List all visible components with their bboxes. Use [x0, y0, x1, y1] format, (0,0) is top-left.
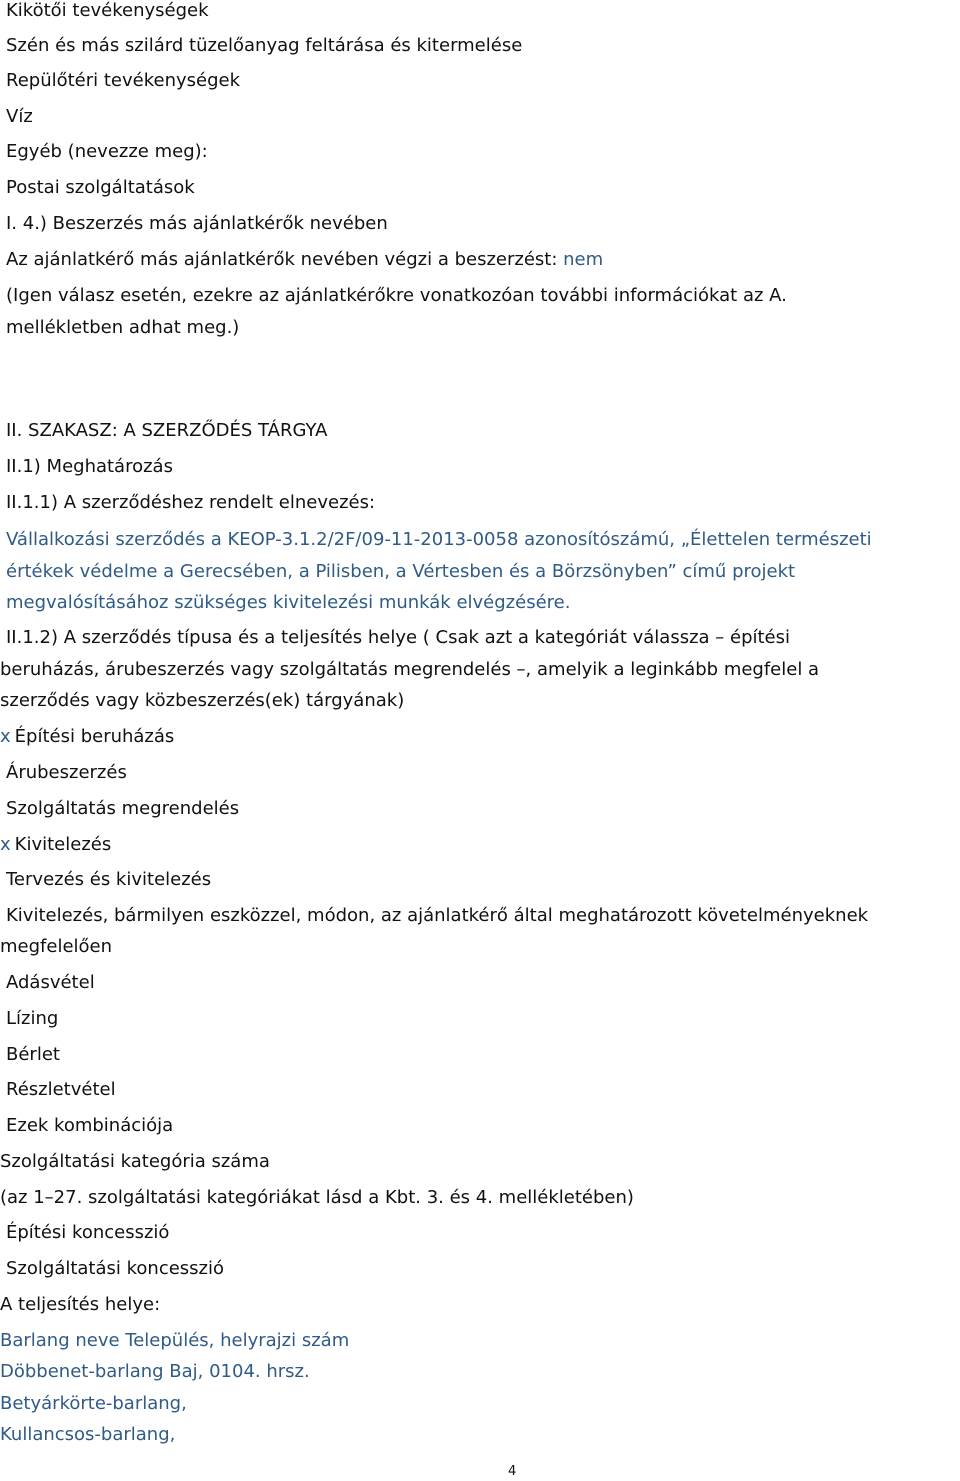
label-ii11: II.1.1) A szerződéshez rendelt elnevezés: — [6, 492, 376, 513]
page-number: 4 — [508, 1464, 517, 1479]
contract-name-line-1: Vállalkozási szerződés a KEOP-3.1.2/2F/09-11-2013-0058 azonosítószámú, „Élettelen természeti — [6, 529, 872, 550]
option-kombinacio: Ezek kombinációja — [6, 1115, 174, 1136]
selected-mark: x — [0, 834, 11, 855]
place-row-1: Döbbenet-barlang Baj, 0104. hrsz. — [0, 1361, 310, 1382]
type-line-1: II.1.2) A szerződés típusa és a teljesítés helye ( Csak azt a kategóriát válassza – építési — [6, 627, 791, 648]
text-viz: Víz — [6, 106, 33, 127]
place-label: A teljesítés helye: — [0, 1294, 161, 1315]
type-line-2: beruházás, árubeszerzés vagy szolgáltatás megrendelés –, amelyik a leginkább megfelel a — [0, 659, 820, 680]
note-line-2: mellékletben adhat meg.) — [6, 317, 240, 338]
text-egyeb: Egyéb (nevezze meg): — [6, 141, 208, 162]
section-heading-i4: I. 4.) Beszerzés más ajánlatkérők nevében — [6, 213, 388, 234]
option-szolgaltatasi-koncesszio: Szolgáltatási koncesszió — [6, 1258, 225, 1279]
note-line-1: (Igen válasz esetén, ezekre az ajánlatkérőkre vonatkozóan további információkat az A. — [6, 285, 787, 306]
option-arubeszerzes: Árubeszerzés — [6, 762, 127, 783]
text-szen: Szén és más szilárd tüzelőanyag feltárása és kitermelése — [6, 35, 523, 56]
answer-value: nem — [563, 249, 604, 270]
place-header: Barlang neve Település, helyrajzi szám — [0, 1330, 350, 1351]
contract-name-line-2: értékek védelme a Gerecsében, a Pilisben, a Vértesben és a Börzsönyben” című projekt — [6, 561, 796, 582]
subsection-ii1: II.1) Meghatározás — [6, 456, 173, 477]
service-category-label: Szolgáltatási kategória száma — [0, 1151, 270, 1172]
question-line — [6, 249, 603, 271]
service-category-note: (az 1–27. szolgáltatási kategóriákat lásd a Kbt. 3. és 4. mellékletében) — [0, 1187, 634, 1208]
option-szolgaltatas: Szolgáltatás megrendelés — [6, 798, 240, 819]
option-berlet: Bérlet — [6, 1044, 60, 1065]
option-reszletvetel: Részletvétel — [6, 1079, 116, 1100]
option-epitesi-beruhazas — [0, 726, 174, 748]
option-tervezes: Tervezés és kivitelezés — [6, 869, 212, 890]
option-label: Építési beruházás — [14, 726, 175, 747]
contract-name-line-3: megvalósításához szükséges kivitelezési munkák elvégzésére. — [6, 592, 571, 613]
option-adasvetel: Adásvétel — [6, 972, 95, 993]
place-row-2: Betyárkörte-barlang, — [0, 1393, 187, 1414]
question-text: Az ajánlatkérő más ajánlatkérők nevében végzi a beszerzést: — [6, 249, 564, 270]
option-barmilyen-line-2: megfelelően — [0, 936, 113, 957]
place-row-3: Kullancsos-barlang, — [0, 1424, 176, 1445]
option-kivitelezes — [0, 834, 111, 856]
selected-mark: x — [0, 726, 11, 747]
section-title-ii: II. SZAKASZ: A SZERZŐDÉS TÁRGYA — [6, 420, 328, 441]
option-lizing: Lízing — [6, 1008, 59, 1029]
option-epitesi-koncesszio: Építési koncesszió — [6, 1222, 170, 1243]
text-repuloteri: Repülőtéri tevékenységek — [6, 70, 241, 91]
text-postai: Postai szolgáltatások — [6, 177, 195, 198]
text-kikotoi: Kikötői tevékenységek — [6, 0, 209, 21]
option-label: Kivitelezés — [14, 834, 112, 855]
option-barmilyen-line-1: Kivitelezés, bármilyen eszközzel, módon, az ajánlatkérő által meghatározott követelményeknek — [6, 905, 869, 926]
type-line-3: szerződés vagy közbeszerzés(ek) tárgyának) — [0, 690, 405, 711]
